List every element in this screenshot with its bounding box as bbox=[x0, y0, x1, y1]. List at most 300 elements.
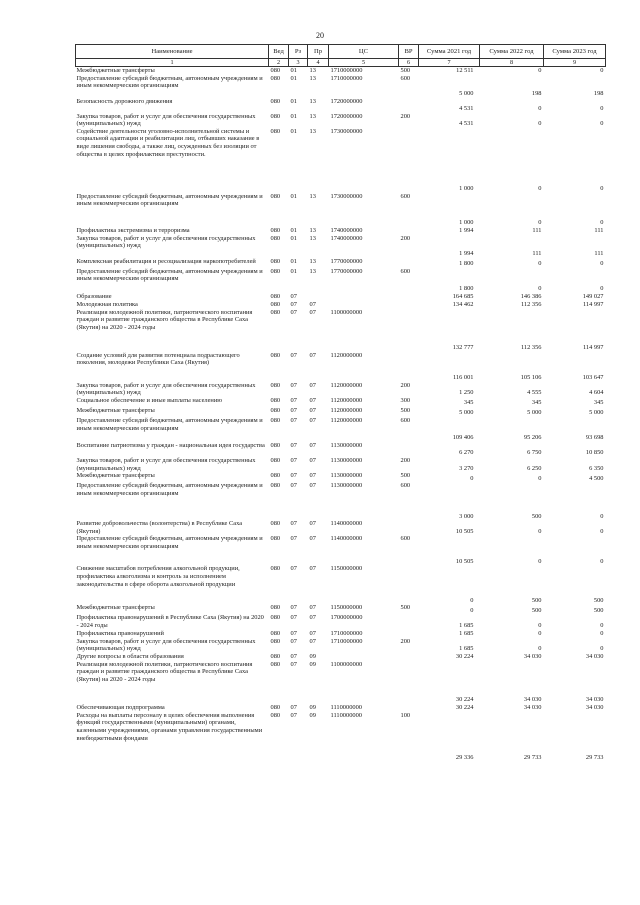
row-pr: 09 bbox=[309, 711, 316, 719]
header-vr: ВР bbox=[399, 45, 419, 59]
row-sum-2021: 6 270 bbox=[459, 449, 474, 457]
row-ved: 080 bbox=[270, 520, 281, 528]
row-sum-2023: 111 bbox=[594, 250, 604, 258]
row-sum-2021: 30 224 bbox=[455, 653, 474, 661]
row-cs bbox=[329, 301, 399, 309]
table-header bbox=[76, 45, 606, 67]
row-sum-2023: 0 bbox=[600, 557, 604, 565]
row-pr: 07 bbox=[309, 482, 316, 490]
row-sum-2022: 111 bbox=[532, 250, 542, 258]
row-vr bbox=[399, 352, 419, 382]
row-sum-2021: 345 bbox=[463, 399, 474, 407]
row-sum-2023: 0 bbox=[600, 629, 604, 637]
row-pr: 07 bbox=[309, 614, 316, 622]
table-row bbox=[76, 712, 606, 762]
row-name: Предоставление субсидий бюджетным, автономным учреждениям и иным некоммерческим организациям bbox=[76, 416, 263, 432]
row-sum-2022: 0 bbox=[538, 621, 542, 629]
row-vr: 200 bbox=[400, 456, 411, 464]
row-sum-2022: 0 bbox=[538, 645, 542, 653]
row-ved: 080 bbox=[270, 292, 281, 300]
header-ved: Вед bbox=[269, 45, 289, 59]
row-sum-2022: 34 030 bbox=[523, 653, 542, 661]
row-name: Развитие добровольчества (волонтерства) в Республике Саха (Якутия) bbox=[76, 520, 243, 535]
row-rz: 01 bbox=[290, 127, 297, 135]
row-ved: 080 bbox=[270, 308, 281, 316]
row-ved: 080 bbox=[270, 629, 281, 637]
row-cs: 1120000000 bbox=[330, 351, 363, 359]
row-sum-2023: 29 733 bbox=[585, 754, 604, 762]
row-sum-2021: 30 224 bbox=[455, 696, 474, 704]
table-row bbox=[76, 472, 606, 482]
table-row bbox=[76, 653, 606, 661]
row-sum-2022: 34 030 bbox=[523, 704, 542, 712]
row-rz: 01 bbox=[290, 234, 297, 242]
row-cs: 1150000000 bbox=[330, 565, 363, 573]
header-number: 3 bbox=[289, 59, 308, 67]
row-sum-2023: 0 bbox=[600, 527, 604, 535]
row-sum-2021: 116 001 bbox=[452, 374, 474, 382]
row-ved: 080 bbox=[270, 112, 281, 120]
row-sum-2021: 134 462 bbox=[452, 301, 474, 309]
row-sum-2022: 500 bbox=[531, 606, 542, 614]
table-row bbox=[76, 67, 606, 75]
row-sum-2023: 10 850 bbox=[585, 449, 604, 457]
row-cs: 1710000000 bbox=[330, 74, 363, 82]
row-rz: 07 bbox=[290, 711, 297, 719]
row-rz: 07 bbox=[290, 308, 297, 316]
row-sum-2023: 0 bbox=[600, 185, 604, 193]
table-row bbox=[76, 309, 606, 352]
row-sum-2023: 6 350 bbox=[589, 464, 604, 472]
row-sum-2021: 10 505 bbox=[455, 527, 474, 535]
row-rz: 01 bbox=[290, 192, 297, 200]
row-pr: 07 bbox=[309, 535, 316, 543]
row-pr: 07 bbox=[309, 308, 316, 316]
budget-table-container bbox=[75, 44, 605, 762]
row-rz: 01 bbox=[290, 112, 297, 120]
row-vr: 500 bbox=[400, 604, 411, 612]
row-sum-2022: 0 bbox=[538, 260, 542, 268]
row-cs: 1130000000 bbox=[330, 441, 363, 449]
row-vr: 500 bbox=[400, 406, 411, 414]
row-sum-2023: 500 bbox=[593, 606, 604, 614]
row-vr bbox=[399, 128, 419, 193]
header-number: 7 bbox=[419, 59, 480, 67]
row-rz: 07 bbox=[290, 565, 297, 573]
row-name: Молодежная политика bbox=[76, 300, 138, 308]
row-pr: 07 bbox=[309, 472, 316, 480]
row-cs: 1110000000 bbox=[330, 711, 362, 719]
row-name: Комплексная реабилитация и ресоциализация наркопотребителей bbox=[76, 257, 256, 265]
row-vr bbox=[399, 565, 419, 604]
row-sum-2021: 1 685 bbox=[459, 621, 474, 629]
row-rz: 07 bbox=[290, 472, 297, 480]
row-sum-2022: 0 bbox=[538, 557, 542, 565]
row-vr bbox=[399, 301, 419, 309]
row-sum-2022: 500 bbox=[531, 596, 542, 604]
row-sum-2023: 0 bbox=[600, 621, 604, 629]
row-sum-2021: 12 511 bbox=[456, 67, 474, 74]
row-sum-2021: 3 000 bbox=[459, 512, 474, 520]
row-name: Образование bbox=[76, 292, 112, 300]
row-sum-2021: 1 994 bbox=[459, 227, 474, 235]
row-pr: 07 bbox=[309, 381, 316, 389]
row-ved: 080 bbox=[270, 565, 281, 573]
row-rz: 07 bbox=[290, 520, 297, 528]
row-name: Закупка товаров, работ и услуг для обеспечения государственных (муниципальных) нужд bbox=[76, 456, 256, 472]
row-pr: 07 bbox=[309, 406, 316, 414]
row-sum-2023: 93 698 bbox=[585, 434, 604, 442]
row-sum-2022: 146 386 bbox=[520, 293, 542, 301]
row-sum-2023: 0 bbox=[600, 219, 604, 227]
row-pr: 13 bbox=[309, 74, 316, 82]
row-vr: 200 bbox=[400, 112, 411, 120]
row-sum-2022: 105 106 bbox=[520, 374, 542, 382]
row-vr: 500 bbox=[400, 472, 411, 480]
row-ved: 080 bbox=[270, 74, 281, 82]
row-name: Предоставление субсидий бюджетным, автономным учреждениям и иным некоммерческим организациям bbox=[76, 267, 263, 283]
row-vr bbox=[399, 704, 419, 712]
row-rz: 07 bbox=[290, 660, 297, 668]
row-sum-2022: 112 356 bbox=[520, 301, 542, 309]
row-sum-2023: 34 030 bbox=[585, 704, 604, 712]
table-row bbox=[76, 301, 606, 309]
row-cs: 1140000000 bbox=[330, 535, 363, 543]
row-name: Межбюджетные трансферты bbox=[76, 604, 155, 612]
row-rz: 01 bbox=[290, 67, 297, 74]
row-sum-2021: 109 406 bbox=[452, 434, 474, 442]
row-vr: 100 bbox=[400, 711, 411, 719]
row-cs: 1740000000 bbox=[330, 234, 363, 242]
row-vr bbox=[399, 653, 419, 661]
row-name: Закупка товаров, работ и услуг для обеспечения государственных (муниципальных) нужд bbox=[76, 637, 256, 653]
row-pr: 13 bbox=[309, 257, 316, 265]
row-rz: 07 bbox=[290, 629, 297, 637]
row-name: Содействие деятельности уголовно-исполнительной системы и социальной адаптации и реабилитации лиц, отбывших наказание в виде лишения свободы, а также лиц, осужденных без изоляции от общества в целях профилактики преступности. bbox=[76, 127, 260, 158]
row-sum-2022: 6 750 bbox=[527, 449, 542, 457]
row-sum-2023: 34 030 bbox=[585, 696, 604, 704]
row-name: Закупка товаров, работ и услуг для обеспечения государственных (муниципальных) нужд bbox=[76, 234, 256, 250]
row-ved: 080 bbox=[270, 441, 281, 449]
row-cs bbox=[329, 293, 399, 301]
table-row bbox=[76, 98, 606, 113]
row-cs: 1710000000 bbox=[330, 629, 363, 637]
row-sum-2021: 1 685 bbox=[459, 645, 474, 653]
row-sum-2023: 34 030 bbox=[585, 653, 604, 661]
row-rz: 01 bbox=[290, 267, 297, 275]
row-vr: 600 bbox=[400, 74, 411, 82]
table-row bbox=[76, 614, 606, 629]
row-rz: 07 bbox=[290, 300, 297, 308]
table-row bbox=[76, 442, 606, 457]
row-pr: 09 bbox=[309, 703, 316, 711]
table-row bbox=[76, 397, 606, 407]
row-ved: 080 bbox=[270, 300, 281, 308]
row-pr: 07 bbox=[309, 629, 316, 637]
row-rz: 07 bbox=[290, 703, 297, 711]
row-sum-2023: 0 bbox=[600, 67, 604, 74]
row-sum-2021: 29 336 bbox=[455, 754, 474, 762]
row-ved: 080 bbox=[270, 396, 281, 404]
row-vr: 300 bbox=[400, 396, 411, 404]
table-row bbox=[76, 565, 606, 604]
row-sum-2022: 0 bbox=[538, 67, 542, 74]
row-sum-2023: 0 bbox=[600, 105, 604, 112]
row-pr: 07 bbox=[309, 520, 316, 528]
row-ved: 080 bbox=[270, 226, 281, 234]
row-sum-2023: 111 bbox=[594, 227, 604, 235]
row-sum-2022: 5 000 bbox=[527, 409, 542, 417]
table-row bbox=[76, 193, 606, 227]
row-ved: 080 bbox=[270, 192, 281, 200]
row-sum-2023: 0 bbox=[600, 512, 604, 520]
row-sum-2022: 0 bbox=[538, 120, 542, 128]
row-sum-2021: 132 777 bbox=[452, 344, 474, 352]
row-cs: 1120000000 bbox=[330, 416, 363, 424]
row-cs bbox=[329, 653, 399, 661]
row-sum-2023: 500 bbox=[593, 596, 604, 604]
row-sum-2021: 10 505 bbox=[455, 557, 474, 565]
row-sum-2022: 6 250 bbox=[527, 464, 542, 472]
row-rz: 01 bbox=[290, 257, 297, 265]
row-ved: 080 bbox=[270, 234, 281, 242]
row-rz: 07 bbox=[290, 614, 297, 622]
row-sum-2022: 112 356 bbox=[520, 344, 542, 352]
row-vr: 200 bbox=[400, 381, 411, 389]
header-sum-2023: Сумма 2023 год bbox=[544, 45, 606, 59]
row-name: Предоставление субсидий бюджетным, автономным учреждениям и иным некоммерческим организациям bbox=[76, 192, 263, 208]
table-row bbox=[76, 268, 606, 293]
row-vr bbox=[399, 309, 419, 352]
row-ved: 080 bbox=[270, 351, 281, 359]
row-name: Предоставление субсидий бюджетным, автономным учреждениям и иным некоммерческим организациям bbox=[76, 482, 263, 497]
header-sum-2021: Сумма 2021 год bbox=[419, 45, 480, 59]
row-ved: 080 bbox=[270, 711, 281, 719]
row-vr: 600 bbox=[400, 192, 411, 200]
row-sum-2023: 198 bbox=[593, 90, 604, 97]
row-sum-2021: 1 800 bbox=[459, 260, 474, 268]
row-rz: 07 bbox=[290, 406, 297, 414]
header-number: 4 bbox=[308, 59, 329, 67]
row-sum-2022: 500 bbox=[531, 512, 542, 520]
table-row bbox=[76, 227, 606, 235]
row-cs: 1150000000 bbox=[330, 604, 363, 612]
row-vr bbox=[399, 520, 419, 535]
table-row bbox=[76, 293, 606, 301]
table-row bbox=[76, 417, 606, 442]
row-rz: 01 bbox=[290, 97, 297, 105]
row-cs: 1770000000 bbox=[330, 257, 363, 265]
row-sum-2021: 5 000 bbox=[459, 409, 474, 417]
page-number: 20 bbox=[316, 31, 324, 40]
row-name: Реализация молодежной политики, патриотического воспитания граждан и развитие гражданского общества в Республике Саха (Якутия) на 2020 - 2024 годы bbox=[76, 308, 253, 331]
table-row bbox=[76, 661, 606, 704]
row-name: Расходы на выплаты персоналу в целях обеспечения выполнения функций государственными (муниципальными) органами, казенными учреждениями, органами управления государственными внебюджетными фондами bbox=[76, 711, 263, 742]
table-row bbox=[76, 482, 606, 520]
row-pr: 13 bbox=[309, 234, 316, 242]
row-rz: 07 bbox=[290, 482, 297, 490]
row-rz: 07 bbox=[290, 637, 297, 645]
row-sum-2022: 0 bbox=[538, 219, 542, 227]
row-pr: 13 bbox=[309, 267, 316, 275]
table-row bbox=[76, 535, 606, 565]
row-sum-2021: 1 685 bbox=[459, 629, 474, 637]
table-row bbox=[76, 604, 606, 614]
row-sum-2023: 0 bbox=[600, 260, 604, 268]
row-sum-2023: 4 500 bbox=[589, 474, 604, 482]
row-cs: 1710000000 bbox=[330, 67, 363, 74]
table-row bbox=[76, 75, 606, 98]
row-pr: 07 bbox=[309, 637, 316, 645]
row-sum-2022: 29 733 bbox=[523, 754, 542, 762]
table-row bbox=[76, 630, 606, 638]
row-cs: 1100000000 bbox=[330, 660, 363, 668]
row-sum-2022: 0 bbox=[538, 285, 542, 293]
row-pr: 07 bbox=[309, 456, 316, 464]
row-sum-2022: 0 bbox=[538, 629, 542, 637]
row-name: Предоставление субсидий бюджетным, автономным учреждениям и иным некоммерческим организациям bbox=[76, 535, 263, 550]
row-sum-2021: 0 bbox=[470, 596, 474, 604]
row-vr bbox=[399, 293, 419, 301]
row-name: Предоставление субсидий бюджетным, автономным учреждениям и иным некоммерческим организациям bbox=[76, 74, 263, 90]
row-vr bbox=[399, 630, 419, 638]
row-rz: 01 bbox=[290, 74, 297, 82]
row-rz: 07 bbox=[290, 441, 297, 449]
row-pr: 07 bbox=[309, 416, 316, 424]
row-ved: 080 bbox=[270, 381, 281, 389]
row-cs: 1720000000 bbox=[330, 97, 363, 105]
row-sum-2023: 345 bbox=[593, 399, 604, 407]
row-ved: 080 bbox=[270, 660, 281, 668]
row-pr: 07 bbox=[309, 396, 316, 404]
row-ved: 080 bbox=[270, 456, 281, 464]
row-pr: 13 bbox=[309, 97, 316, 105]
table-row bbox=[76, 457, 606, 472]
table-row bbox=[76, 407, 606, 417]
row-name: Снижение масштабов потребления алкогольной продукции, профилактика алкоголизма и контроль за исполнением законодательства в сфере оборота алкогольной продукции bbox=[76, 565, 240, 588]
row-sum-2021: 0 bbox=[470, 474, 474, 482]
row-sum-2021: 1 994 bbox=[459, 250, 474, 258]
header-sum-2022: Сумма 2022 год bbox=[480, 45, 544, 59]
row-sum-2021: 5 000 bbox=[459, 90, 474, 97]
row-sum-2022: 0 bbox=[538, 527, 542, 535]
row-sum-2022: 345 bbox=[531, 399, 542, 407]
budget-table bbox=[75, 44, 606, 762]
row-cs: 1120000000 bbox=[330, 406, 363, 414]
row-ved: 080 bbox=[270, 257, 281, 265]
row-cs: 1700000000 bbox=[330, 614, 363, 622]
row-pr: 07 bbox=[309, 565, 316, 573]
row-pr: 07 bbox=[309, 604, 316, 612]
row-name: Закупка товаров, работ и услуг для обеспечения государственных (муниципальных) нужд bbox=[76, 381, 256, 397]
row-sum-2023: 103 647 bbox=[582, 374, 604, 382]
row-rz: 07 bbox=[290, 652, 297, 660]
row-name: Создание условий для развития потенциала подрастающего поколения, молодежи Республики Саха (Якутия) bbox=[76, 351, 240, 367]
row-vr bbox=[399, 258, 419, 268]
row-cs: 1710000000 bbox=[330, 637, 363, 645]
row-pr: 13 bbox=[309, 127, 316, 135]
header-rz: Рз bbox=[289, 45, 308, 59]
row-cs: 1120000000 bbox=[330, 381, 363, 389]
row-vr: 600 bbox=[400, 482, 411, 490]
row-rz: 07 bbox=[290, 604, 297, 612]
header-name: Наименование bbox=[76, 45, 269, 59]
row-cs: 1730000000 bbox=[330, 192, 363, 200]
row-vr: 600 bbox=[400, 535, 411, 543]
row-pr: 13 bbox=[309, 67, 316, 74]
row-sum-2023: 5 000 bbox=[589, 409, 604, 417]
row-pr: 07 bbox=[309, 300, 316, 308]
row-sum-2022: 0 bbox=[538, 105, 542, 112]
row-ved: 080 bbox=[270, 267, 281, 275]
row-vr: 600 bbox=[400, 416, 411, 424]
row-sum-2021: 4 531 bbox=[459, 105, 474, 112]
row-cs: 1100000000 bbox=[330, 308, 363, 316]
row-vr: 200 bbox=[400, 637, 411, 645]
row-pr: 13 bbox=[309, 112, 316, 120]
row-sum-2021: 1 250 bbox=[459, 389, 474, 397]
row-vr bbox=[399, 227, 419, 235]
row-cs: 1130000000 bbox=[330, 456, 363, 464]
row-sum-2021: 3 270 bbox=[459, 464, 474, 472]
row-pr: 13 bbox=[309, 226, 316, 234]
row-name: Профилактика экстремизма и терроризма bbox=[76, 226, 190, 234]
row-rz: 07 bbox=[290, 416, 297, 424]
row-vr bbox=[399, 98, 419, 113]
row-name: Социальное обеспечение и иные выплаты населению bbox=[76, 396, 223, 404]
table-row bbox=[76, 382, 606, 397]
row-sum-2022: 34 030 bbox=[523, 696, 542, 704]
row-cs: 1110000000 bbox=[330, 703, 362, 711]
row-rz: 01 bbox=[290, 226, 297, 234]
row-ved: 080 bbox=[270, 535, 281, 543]
row-sum-2023: 0 bbox=[600, 645, 604, 653]
table-row bbox=[76, 704, 606, 712]
row-name: Другие вопросы в области образования bbox=[76, 652, 184, 660]
row-rz: 07 bbox=[290, 381, 297, 389]
row-rz: 07 bbox=[290, 456, 297, 464]
row-ved: 080 bbox=[270, 652, 281, 660]
row-sum-2021: 1 800 bbox=[459, 285, 474, 293]
row-ved: 080 bbox=[270, 67, 281, 74]
row-ved: 080 bbox=[270, 703, 281, 711]
row-name: Межбюджетные трансферты bbox=[76, 472, 155, 480]
header-number: 8 bbox=[480, 59, 544, 67]
row-sum-2023: 114 997 bbox=[582, 301, 604, 309]
row-cs: 1130000000 bbox=[330, 482, 363, 490]
row-cs: 1140000000 bbox=[330, 520, 363, 528]
row-sum-2022: 198 bbox=[531, 90, 542, 97]
row-sum-2021: 1 000 bbox=[459, 219, 474, 227]
row-ved: 080 bbox=[270, 482, 281, 490]
row-vr: 500 bbox=[400, 67, 411, 74]
table-row bbox=[76, 352, 606, 382]
row-ved: 080 bbox=[270, 614, 281, 622]
header-number: 5 bbox=[329, 59, 399, 67]
row-pr: 07 bbox=[309, 441, 316, 449]
row-cs: 1130000000 bbox=[330, 472, 363, 480]
row-ved: 080 bbox=[270, 406, 281, 414]
row-sum-2022: 95 206 bbox=[523, 434, 542, 442]
row-name: Реализация молодежной политики, патриотического воспитания граждан и развитие гражданского общества в Республике Саха (Якутия) на 2020 - 2024 годы bbox=[76, 660, 253, 683]
row-name: Профилактика правонарушений bbox=[76, 629, 164, 637]
row-sum-2023: 114 997 bbox=[582, 344, 604, 352]
row-ved: 080 bbox=[270, 637, 281, 645]
row-vr bbox=[399, 614, 419, 629]
table-row bbox=[76, 128, 606, 193]
row-pr: 13 bbox=[309, 192, 316, 200]
row-vr bbox=[399, 442, 419, 457]
